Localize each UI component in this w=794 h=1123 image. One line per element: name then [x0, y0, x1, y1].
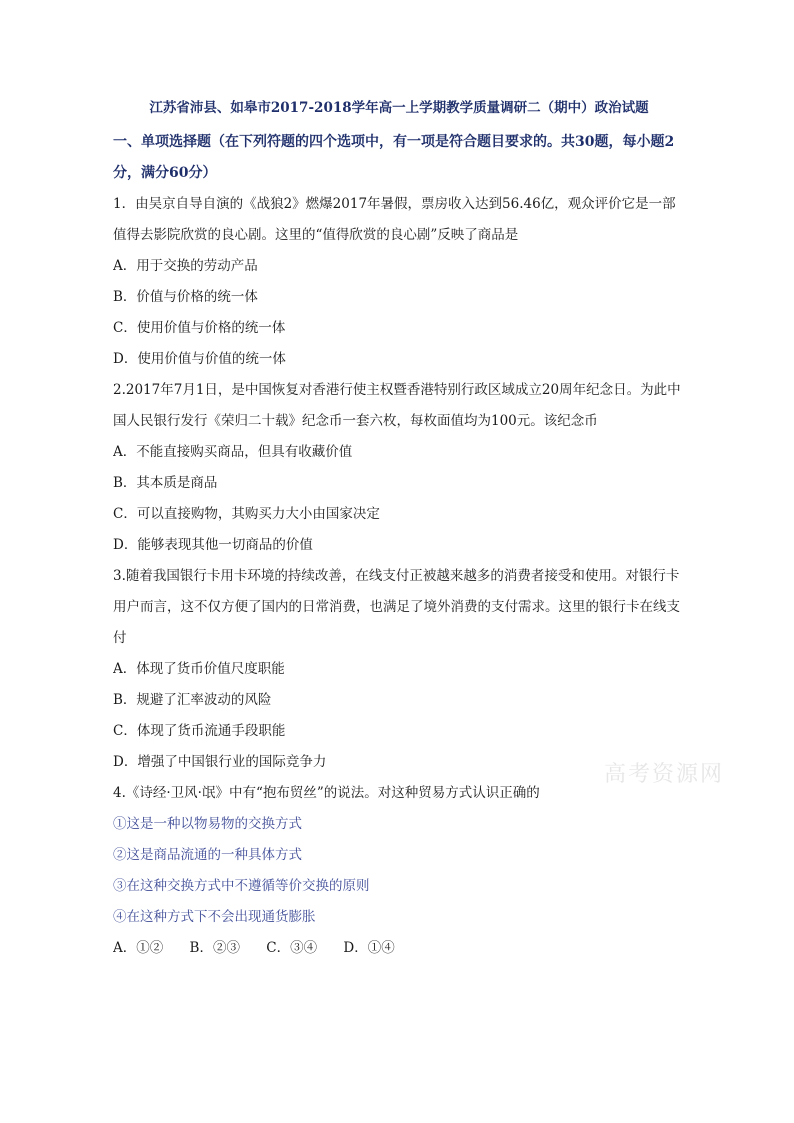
option-b: B．其本质是商品 — [113, 475, 218, 491]
statement-2: ②这是商品流通的一种具体方式 — [113, 847, 302, 863]
question-stem: 4.《诗经·卫风·氓》中有“抱布贸丝”的说法。对这种贸易方式认识正确的 — [113, 785, 540, 801]
answer-choices — [113, 933, 685, 964]
option-d: D．增强了中国银行业的国际竞争力 — [113, 754, 327, 770]
statement-1: ①这是一种以物易物的交换方式 — [113, 816, 302, 832]
option-c: C．使用价值与价格的统一体 — [113, 320, 286, 336]
question-2 — [113, 375, 685, 561]
watermark: 高考资源网 — [604, 762, 725, 787]
exam-title: 江苏省沛县、如皋市2017-2018学年高一上学期教学质量调研二（期中）政治试题 — [149, 100, 649, 116]
option-a: A．用于交换的劳动产品 — [113, 258, 258, 274]
option-a: A．不能直接购买商品，但具有收藏价值 — [113, 444, 353, 460]
option-d: D．能够表现其他一切商品的价值 — [113, 537, 313, 553]
answer-b: B．②③ — [189, 940, 240, 956]
question-1 — [113, 189, 685, 375]
statement-4: ④在这种方式下不会出现通货膨胀 — [113, 909, 316, 925]
option-c: C．可以直接购物，其购买力大小由国家决定 — [113, 506, 380, 522]
question-stem: 2.2017年7月1日，是中国恢复对香港行使主权暨香港特别行政区域成立20周年纪念日。为此中国人民银行发行《荣归二十载》纪念币一套六枚，每枚面值均为100元。该纪念币 — [113, 382, 681, 429]
option-a: A．体现了货币价值尺度职能 — [113, 661, 285, 677]
question-3 — [113, 561, 685, 778]
option-b: B．价值与价格的统一体 — [113, 289, 258, 305]
question-4 — [113, 778, 685, 964]
question-stem: 1．由吴京自导自演的《战狼2》燃爆2017年暑假，票房收入达到56.46亿，观众评价它是一部值得去影院欣赏的良心剧。这里的“值得欣赏的良心剧”反映了商品是 — [113, 196, 676, 243]
statement-3: ③在这种交换方式中不遵循等价交换的原则 — [113, 878, 370, 894]
option-d: D．使用价值与价值的统一体 — [113, 351, 286, 367]
answer-a: A．①② — [113, 940, 164, 956]
answer-c: C．③④ — [266, 940, 318, 956]
option-b: B．规避了汇率波动的风险 — [113, 692, 272, 708]
option-c: C．体现了货币流通手段职能 — [113, 723, 286, 739]
answer-d: D．①④ — [343, 940, 395, 956]
question-stem: 3.随着我国银行卡用卡环境的持续改善，在线支付正被越来越多的消费者接受和使用。对银行卡用户而言，这不仅方便了国内的日常消费，也满足了境外消费的支付需求。这里的银行卡在线支付 — [113, 568, 680, 646]
section-heading: 一、单项选择题（在下列符题的四个选项中，有一项是符合题目要求的。共30题，每小题2分，满分60分） — [113, 134, 675, 181]
exam-page — [113, 96, 685, 964]
